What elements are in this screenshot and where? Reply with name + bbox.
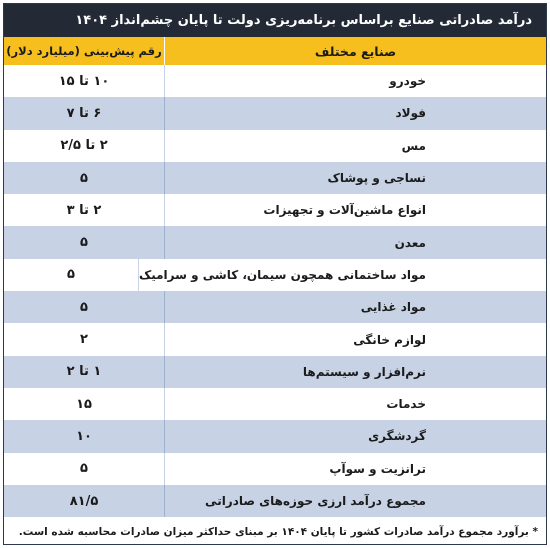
industry-cell: نرم‌افزار و سیستم‌ها: [302, 364, 426, 379]
table-row: [4, 194, 546, 226]
value-cell: ۵: [4, 226, 165, 258]
industry-column-header: صنایع مختلف: [314, 43, 397, 59]
value-cell: ۲: [4, 323, 165, 355]
table-row: [4, 259, 546, 291]
table-row: [4, 291, 546, 323]
table-row: [4, 453, 546, 485]
table-header-row: [4, 37, 546, 65]
table-row: [4, 97, 546, 129]
industry-cell: خودرو: [389, 74, 426, 89]
footnote: * برآورد مجموع درآمد صادرات کشور تا پایان ۱۴۰۴ بر مبنای حداکثر میزان صادرات محاسبه شده است.: [18, 526, 538, 539]
table-total-row: [4, 485, 546, 517]
industry-cell: ترانزیت و سوآپ: [329, 461, 426, 476]
table-row: [4, 65, 546, 97]
value-column-header: رقم پیش‌بینی (میلیارد دلار): [4, 37, 165, 65]
table-row: [4, 323, 546, 355]
industry-cell: لوازم خانگی: [353, 332, 426, 347]
value-cell: ۸۱/۵: [4, 485, 165, 517]
industry-cell: فولاد: [395, 106, 426, 121]
value-cell: ۱۰: [4, 420, 165, 452]
industry-cell: گردشگری: [368, 429, 426, 444]
table-title: درآمد صادراتی صنایع براساس برنامه‌ریزی دولت تا پایان چشم‌انداز ۱۴۰۴: [4, 4, 546, 37]
industry-cell: نساجی و پوشاک: [327, 171, 426, 186]
industry-cell: معدن: [394, 235, 426, 250]
table-row: [4, 226, 546, 258]
value-cell: ۱۰ تا ۱۵: [4, 65, 165, 97]
industry-cell: خدمات: [386, 397, 426, 412]
industry-cell: انواع ماشین‌آلات و تجهیزات: [263, 203, 426, 218]
industry-cell: مجموع درآمد ارزی حوزه‌های صادراتی: [205, 494, 426, 508]
value-cell: ۲ تا ۳: [4, 194, 165, 226]
value-cell: ۵: [4, 162, 165, 194]
industry-cell: مواد ساختمانی همچون سیمان، کاشی و سرامیک: [138, 267, 426, 282]
value-cell: ۵: [4, 453, 165, 485]
value-cell: ۲ تا ۲/۵: [4, 130, 165, 162]
value-cell: ۶ تا ۷: [4, 97, 165, 129]
industry-cell: مس: [401, 138, 426, 153]
industry-cell: مواد غذایی: [360, 300, 426, 315]
table-row: [4, 130, 546, 162]
table-row: [4, 162, 546, 194]
value-cell: ۵: [4, 291, 165, 323]
value-cell: ۱ تا ۲: [4, 356, 165, 388]
value-cell: ۵: [4, 259, 139, 291]
table-row: [4, 388, 546, 420]
table-body: [4, 65, 546, 517]
value-cell: ۱۵: [4, 388, 165, 420]
table-row: [4, 356, 546, 388]
export-revenue-table: [3, 3, 547, 545]
table-row: [4, 420, 546, 452]
